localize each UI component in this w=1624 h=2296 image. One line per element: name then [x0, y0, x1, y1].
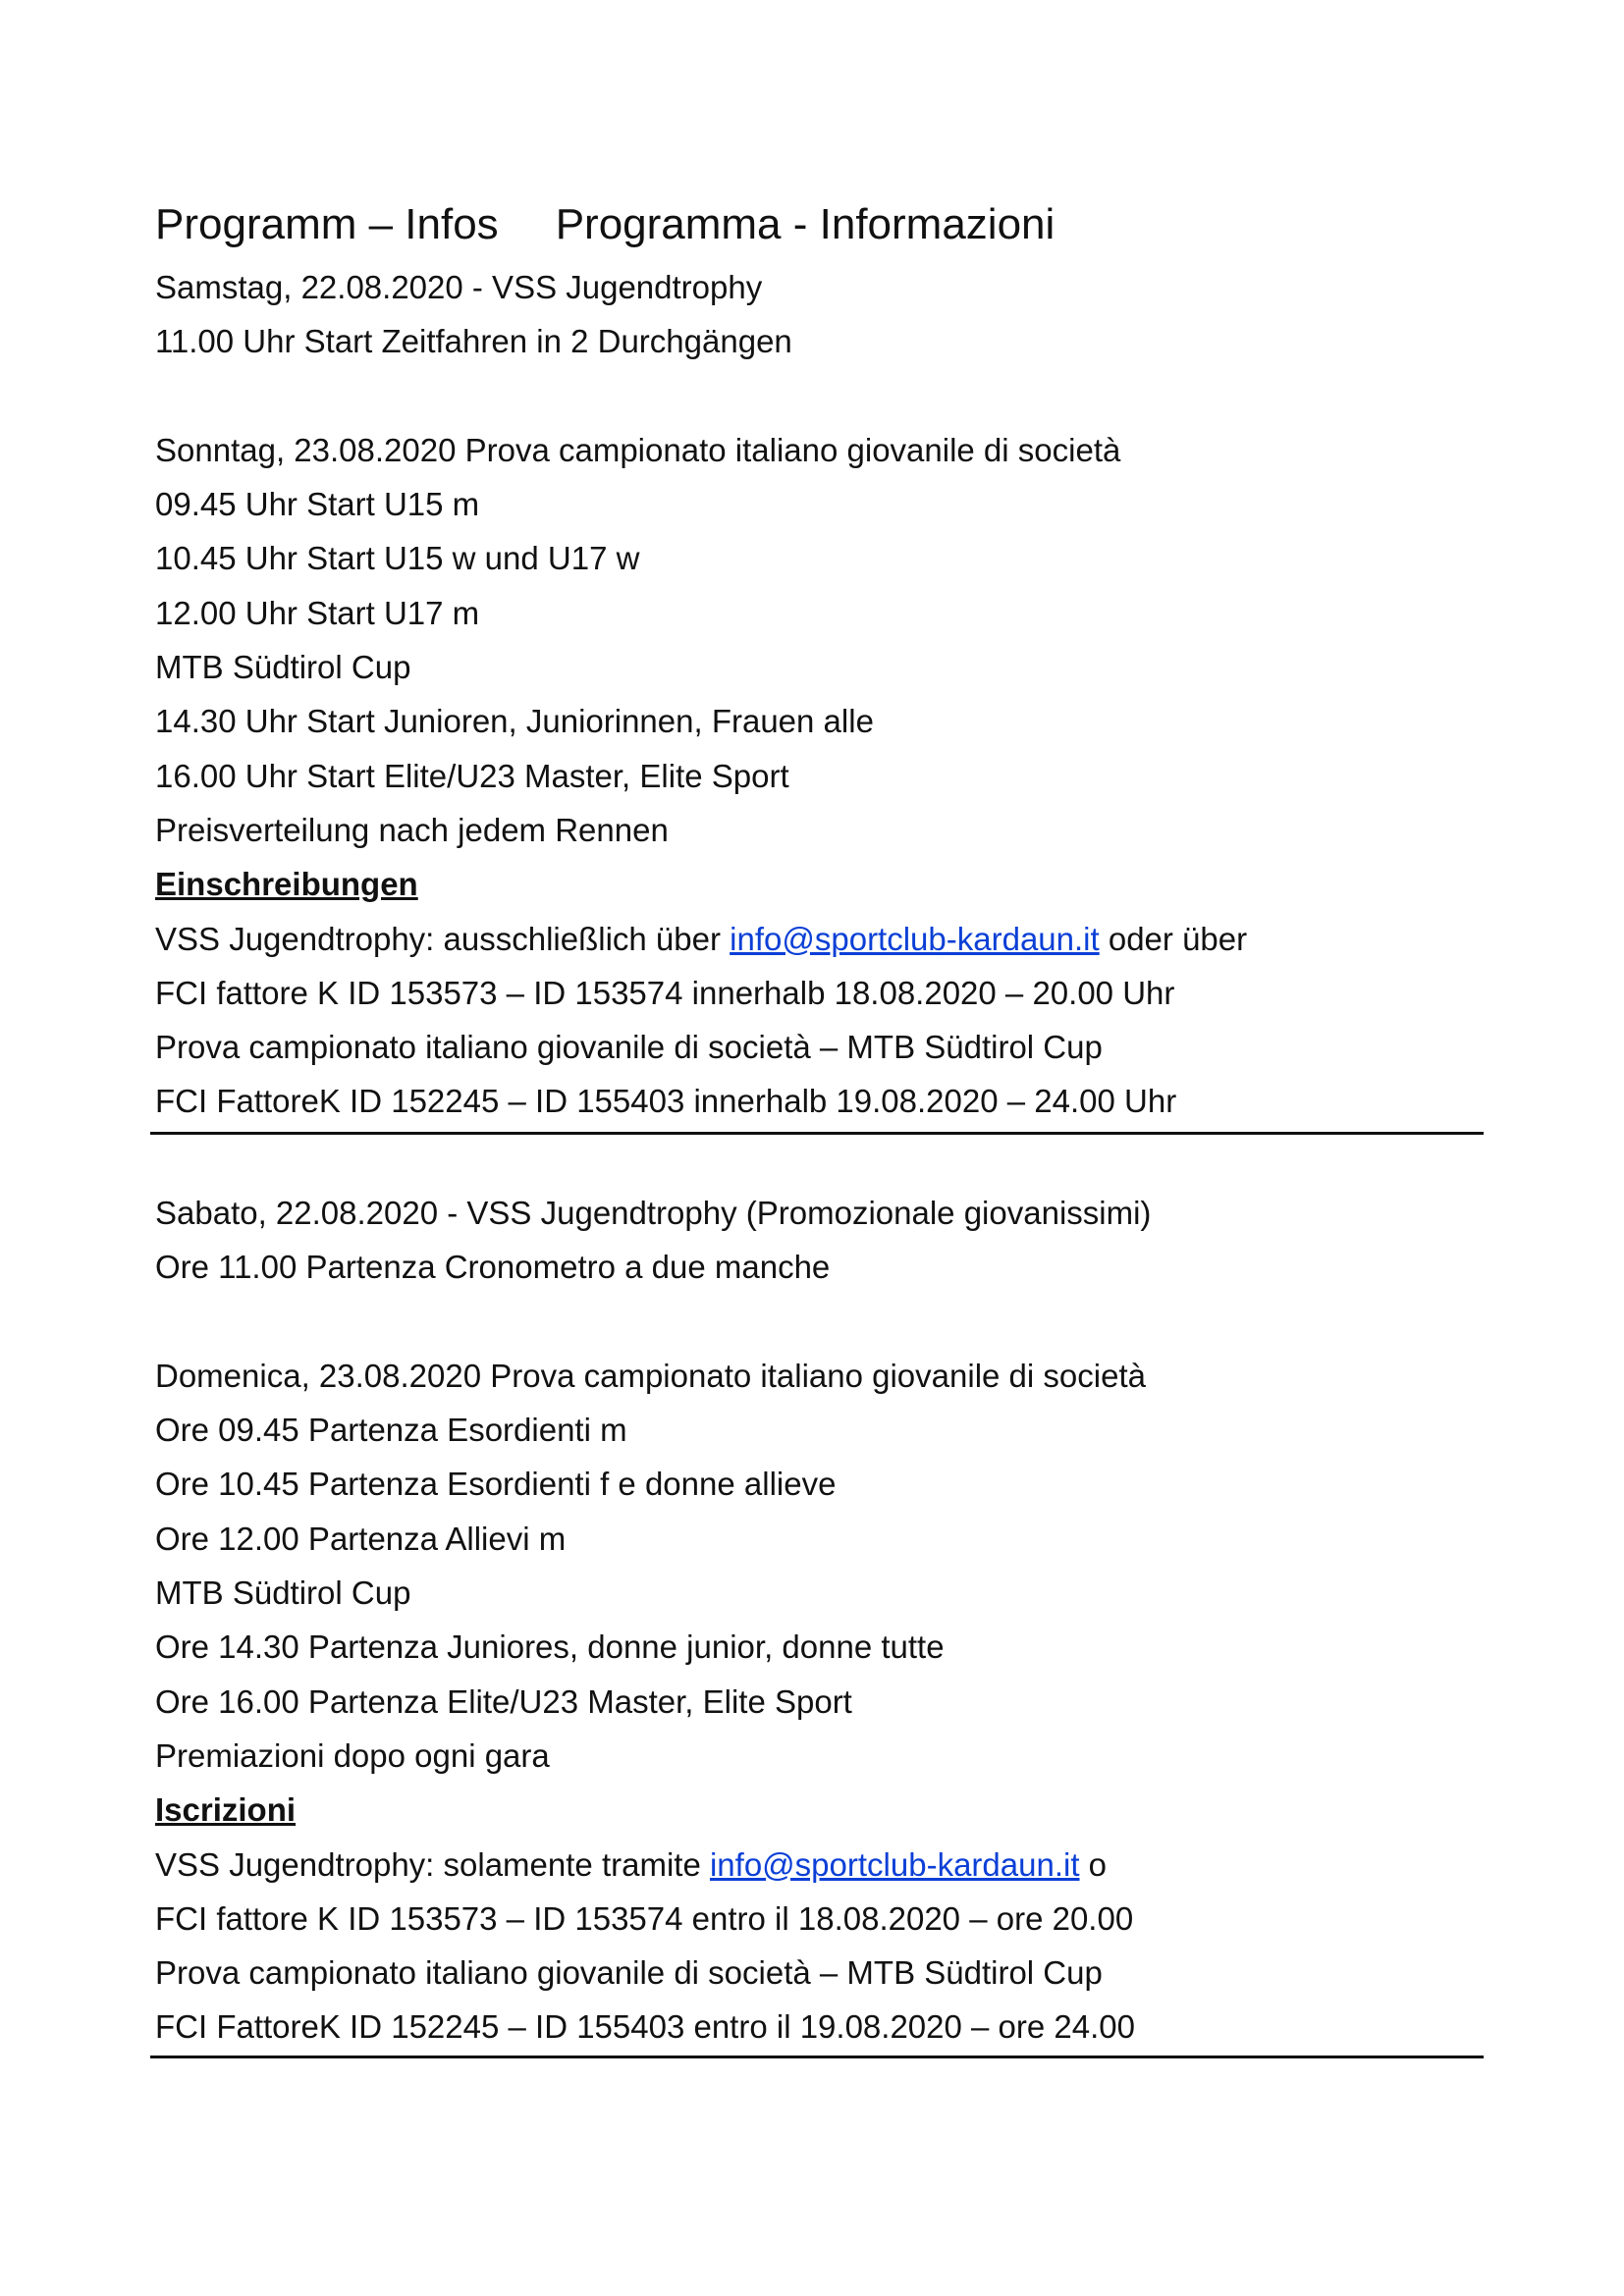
italian-juniores: Ore 14.30 Partenza Juniores, donne junior, donne tutte — [155, 1629, 945, 1666]
italian-awards: Premiazioni dopo ogni gara — [155, 1736, 550, 1774]
italian-allievi-m: Ore 12.00 Partenza Allievi m — [155, 1520, 567, 1557]
german-email-link[interactable]: info@sportclub-kardaun.it — [730, 920, 1100, 957]
german-registration-line-3: Prova campionato italiano giovanile di società – MTB Südtirol Cup — [155, 1029, 1103, 1066]
german-cup: MTB Südtirol Cup — [155, 649, 411, 686]
german-reg-pre: VSS Jugendtrophy: ausschließlich über — [155, 920, 731, 957]
german-sunday-line: Sonntag, 23.08.2020 Prova campionato italiano giovanile di società — [155, 431, 1121, 468]
italian-sunday-line: Domenica, 23.08.2020 Prova campionato italiano giovanile di società — [155, 1357, 1146, 1394]
german-section — [155, 260, 1490, 1129]
german-reg-post: oder über — [1099, 920, 1248, 957]
section-divider-bottom — [150, 2056, 1484, 2058]
german-saturday-line: Samstag, 22.08.2020 - VSS Jugendtrophy — [155, 269, 763, 305]
italian-esordienti-f: Ore 10.45 Partenza Esordienti f e donne allieve — [155, 1466, 837, 1503]
italian-section — [155, 1186, 1490, 2055]
italian-reg-pre: VSS Jugendtrophy: solamente tramite — [155, 1845, 710, 1883]
page-title — [155, 193, 1055, 256]
german-registration-line-2: FCI fattore K ID 153573 – ID 153574 innerhalb 18.08.2020 – 20.00 Uhr — [155, 974, 1175, 1011]
german-saturday-start: 11.00 Uhr Start Zeitfahren in 2 Durchgängen — [155, 323, 792, 360]
title-italian: Programma - Informazioni — [555, 200, 1056, 248]
italian-saturday-line: Sabato, 22.08.2020 - VSS Jugendtrophy (Promozionale giovanissimi) — [155, 1195, 1152, 1231]
german-registration-heading: Einschreibungen — [155, 866, 418, 903]
title-german: Programm – Infos — [155, 200, 499, 248]
italian-reg-post: o — [1079, 1845, 1108, 1883]
german-registration-line-4: FCI FattoreK ID 152245 – ID 155403 innerhalb 19.08.2020 – 24.00 Uhr — [155, 1083, 1177, 1120]
italian-registration-line-2: FCI fattore K ID 153573 – ID 153574 entro il 18.08.2020 – ore 20.00 — [155, 1899, 1134, 1937]
german-juniors: 14.30 Uhr Start Junioren, Juniorinnen, Frauen alle — [155, 703, 874, 740]
german-u15w: 10.45 Uhr Start U15 w und U17 w — [155, 540, 640, 577]
german-registration-line-1 — [155, 912, 1490, 966]
german-u15m: 09.45 Uhr Start U15 m — [155, 486, 480, 523]
german-elite: 16.00 Uhr Start Elite/U23 Master, Elite Sport — [155, 757, 789, 794]
italian-registration-line-4: FCI FattoreK ID 152245 – ID 155403 entro il 19.08.2020 – ore 24.00 — [155, 2008, 1135, 2046]
italian-esordienti-m: Ore 09.45 Partenza Esordienti m — [155, 1412, 627, 1449]
italian-registration-heading: Iscrizioni — [155, 1791, 297, 1829]
italian-saturday-start: Ore 11.00 Partenza Cronometro a due manche — [155, 1249, 831, 1286]
italian-registration-line-3: Prova campionato italiano giovanile di società – MTB Südtirol Cup — [155, 1954, 1103, 1992]
german-u17m: 12.00 Uhr Start U17 m — [155, 594, 480, 631]
italian-email-link[interactable]: info@sportclub-kardaun.it — [709, 1845, 1080, 1883]
german-awards: Preisverteilung nach jedem Rennen — [155, 811, 669, 848]
section-divider-top — [150, 1132, 1484, 1135]
italian-cup: MTB Südtirol Cup — [155, 1575, 411, 1612]
italian-registration-line-1 — [155, 1838, 1490, 1892]
italian-elite: Ore 16.00 Partenza Elite/U23 Master, Elite Sport — [155, 1682, 852, 1720]
